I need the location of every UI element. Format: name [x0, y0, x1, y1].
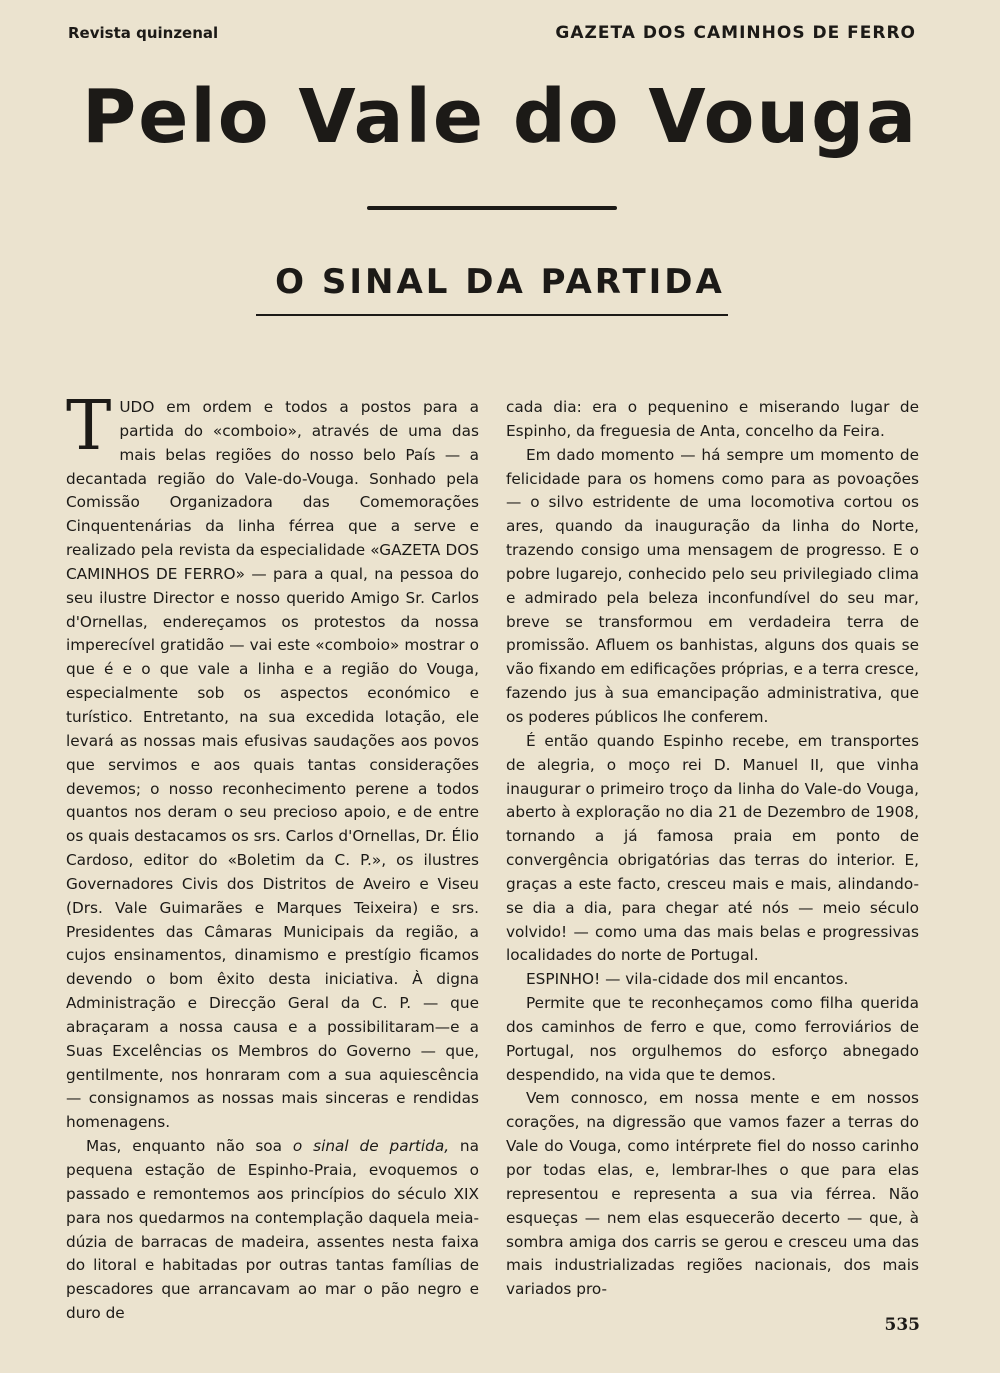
paragraph: Vem connosco, em nossa mente e em nossos corações, na digressão que vamos fazer a terras do Vale do Vouga, como intérprete fiel do nosso carinho por todas elas, e, lembrar-lhes o que para elas representou e representa a sua via férrea. Não esqueças — nem elas esquecerão decerto — que, à sombra amiga dos carris se gerou e cresceu uma das mais industrializadas regiões nacionais, dos mais variados pro-: [506, 1089, 919, 1299]
paragraph-text: UDO em ordem e todos a postos para a partida do «comboio», através de uma das mais belas regiões do nosso belo País — a decantada região do Vale-do-Vouga. Sonhado pela Comissão Organizadora das Comemorações Cinquentenárias da linha férrea que a serve e realizado pela revista da especialidade «GAZETA DOS CAMINHOS DE FERRO» — para a qual, na pessoa do seu ilustre Director e nosso querido Amigo Sr. Carlos d'Ornellas, endereçamos os protestos da nossa imperecível gratidão — vai este «comboio» mostrar o que é e o que vale a linha e a região do Vouga, especialmente sob os aspectos económico e turístico. Entretanto, na sua excedida lotação, ele levará as nossas mais efusivas saudações aos povos que servimos e aos quais tantas considerações devemos; o nosso reconhecimento perene a todos quantos nos deram o seu precioso apoio, e de entre os quais destacamos os srs. Carlos d'Ornellas, Dr. Élio Cardoso, editor do «Boletim da C. P.», os ilustres Governadores Civis dos Distritos de Aveiro e Viseu (Drs. Vale Guimarães e Marques Teixeira) e srs. Presidentes das Câmaras Municipais da região, a cujos ensinamentos, dinamismo e prestígio ficamos devendo o bom êxito desta iniciativa. À digna Administração e Direcção Geral da C. P. — que abraçaram a nossa causa e a possibilitaram—e a Suas Excelências os Membros do Governo — que, gentilmente, nos honraram com a sua aquiescência — consignamos as nossas mais sinceras e rendidas homenagens.: [66, 398, 479, 1132]
page-number: 535: [884, 1315, 920, 1335]
drop-cap: T: [66, 387, 112, 466]
paragraph: ESPINHO! — vila-cidade dos mil encantos.: [526, 970, 849, 989]
running-header-right: GAZETA DOS CAMINHOS DE FERRO: [555, 23, 916, 43]
text-column-right: [506, 396, 919, 1302]
emphasis-text: o sinal de partida,: [292, 1137, 450, 1156]
title-rule: [367, 206, 617, 210]
subtitle-rule: [256, 314, 728, 316]
article-title: Pelo Vale do Vouga: [81, 74, 919, 160]
paragraph-text: na pequena estação de Espinho-Praia, evoquemos o passado e remontemos aos princípios do século XIX para nos quedarmos na contemplação daquela meia-dúzia de barracas de madeira, assentes nesta faixa do litoral e habitadas por outras tantas famílias de pescadores que arrancavam ao mar o pão negro e duro de: [66, 1137, 479, 1323]
paragraph-text: Mas, enquanto não soa: [86, 1137, 293, 1156]
paragraph: cada dia: era o pequenino e miserando lugar de Espinho, da freguesia de Anta, concelho da Feira.: [506, 398, 919, 440]
paragraph: É então quando Espinho recebe, em transportes de alegria, o moço rei D. Manuel II, que vinha inaugurar o primeiro troço da linha do Vale-do Vouga, aberto à exploração no dia 21 de Dezembro de 1908, tornando a já famosa praia em ponto de convergência obrigatórias das terras do interior. E, graças a este facto, cresceu mais e mais, alindando-se dia a dia, para chegar até nós — meio século volvido! — como uma das mais belas e progressivas localidades do norte de Portugal.: [506, 731, 919, 965]
paragraph: Permite que te reconheçamos como filha querida dos caminhos de ferro e que, como ferroviários de Portugal, nos orgulhemos do esforço abnegado despendido, na vida que te demos.: [506, 994, 919, 1084]
paragraph: Em dado momento — há sempre um momento de felicidade para os homens como para as povoações — o silvo estridente de uma locomotiva cortou os ares, quando da inauguração da linha do Norte, trazendo consigo uma mensagem de progresso. E o pobre lugarejo, conhecido pelo seu privilegiado clima e admirado pela beleza inconfundível do seu mar, breve se transformou em verdadeira terra de promissão. Afluem os banhistas, alguns dos quais se vão fixando em edificações próprias, e a terra cresce, fazendo jus à sua emancipação administrativa, que os poderes públicos lhe conferem.: [506, 445, 919, 726]
article-subtitle: O SINAL DA PARTIDA: [275, 262, 725, 302]
paragraph: [66, 387, 479, 1135]
paragraph: [66, 1135, 479, 1326]
text-column-left: [66, 387, 479, 1326]
running-header-left: Revista quinzenal: [68, 24, 219, 42]
